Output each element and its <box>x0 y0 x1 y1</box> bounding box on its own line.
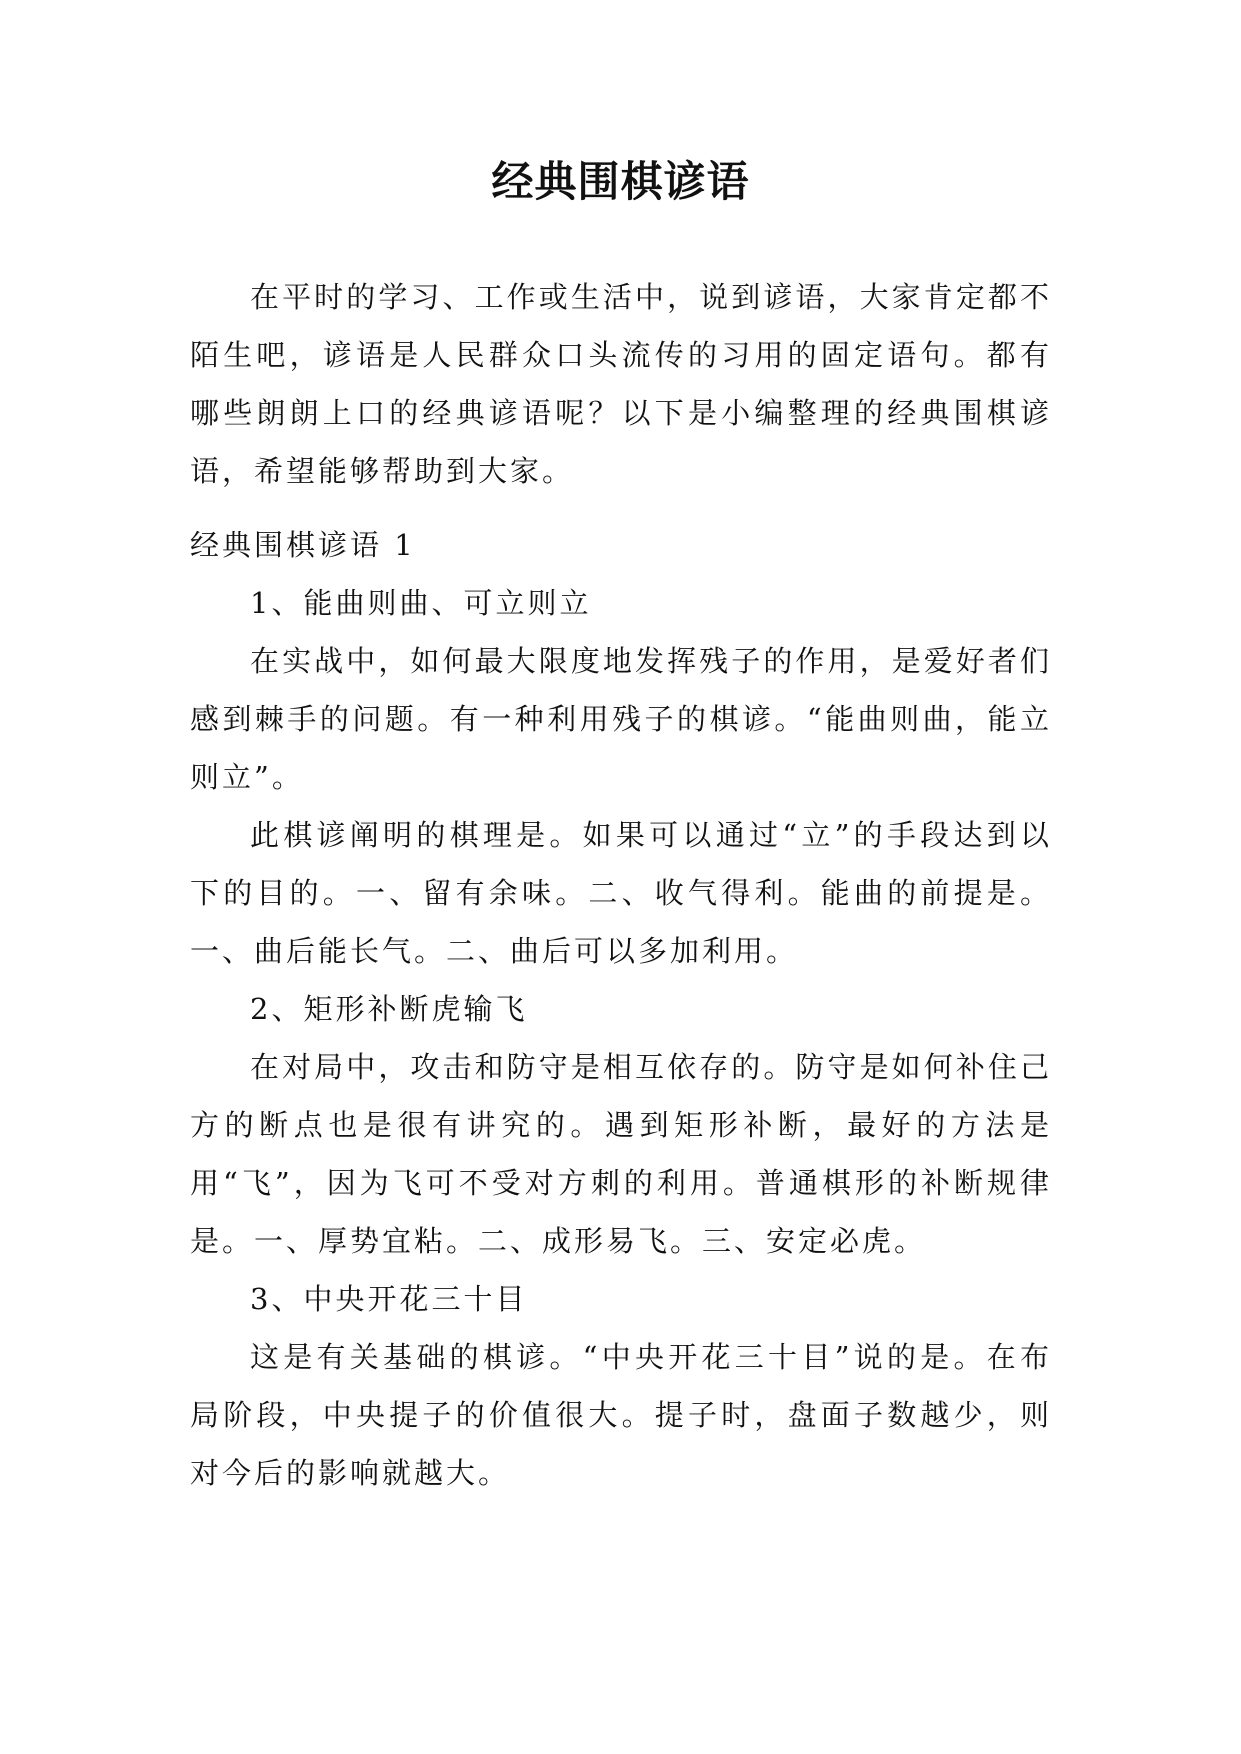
intro-paragraph: 在平时的学习、工作或生活中，说到谚语，大家肯定都不陌生吧，谚语是人民群众口头流传的习用的固定语句。都有哪些朗朗上口的经典谚语呢？以下是小编整理的经典围棋谚语，希望能够帮助到大家。 <box>190 280 1052 488</box>
item-1-paragraph-2: 此棋谚阐明的棋理是。如果可以通过“立”的手段达到以下的目的。一、留有余味。二、收气得利。能曲的前提是。一、曲后能长气。二、曲后可以多加利用。 <box>190 818 1052 968</box>
item-heading-1: 1、能曲则曲、可立则立 <box>250 586 592 620</box>
item-3-paragraph-1: 这是有关基础的棋谚。“中央开花三十目”说的是。在布局阶段，中央提子的价值很大。提子时，盘面子数越少，则对今后的影响就越大。 <box>190 1340 1052 1490</box>
section-block <box>190 516 1052 1502</box>
item-heading-3: 3、中央开花三十目 <box>250 1282 528 1316</box>
item-heading-2: 2、矩形补断虎输飞 <box>250 992 528 1026</box>
section-heading: 经典围棋谚语 1 <box>190 528 416 562</box>
intro-block <box>190 268 1052 500</box>
item-2-paragraph-1: 在对局中，攻击和防守是相互依存的。防守是如何补住己方的断点也是很有讲究的。遇到矩形补断，最好的方法是用“飞”，因为飞可不受对方刺的利用。普通棋形的补断规律是。一、厚势宜粘。二、成形易飞。三、安定必虎。 <box>190 1050 1052 1258</box>
document-title: 经典围棋谚语 <box>491 157 750 206</box>
item-1-paragraph-1: 在实战中，如何最大限度地发挥残子的作用，是爱好者们感到棘手的问题。有一种利用残子的棋谚。“能曲则曲，能立则立”。 <box>190 644 1052 794</box>
